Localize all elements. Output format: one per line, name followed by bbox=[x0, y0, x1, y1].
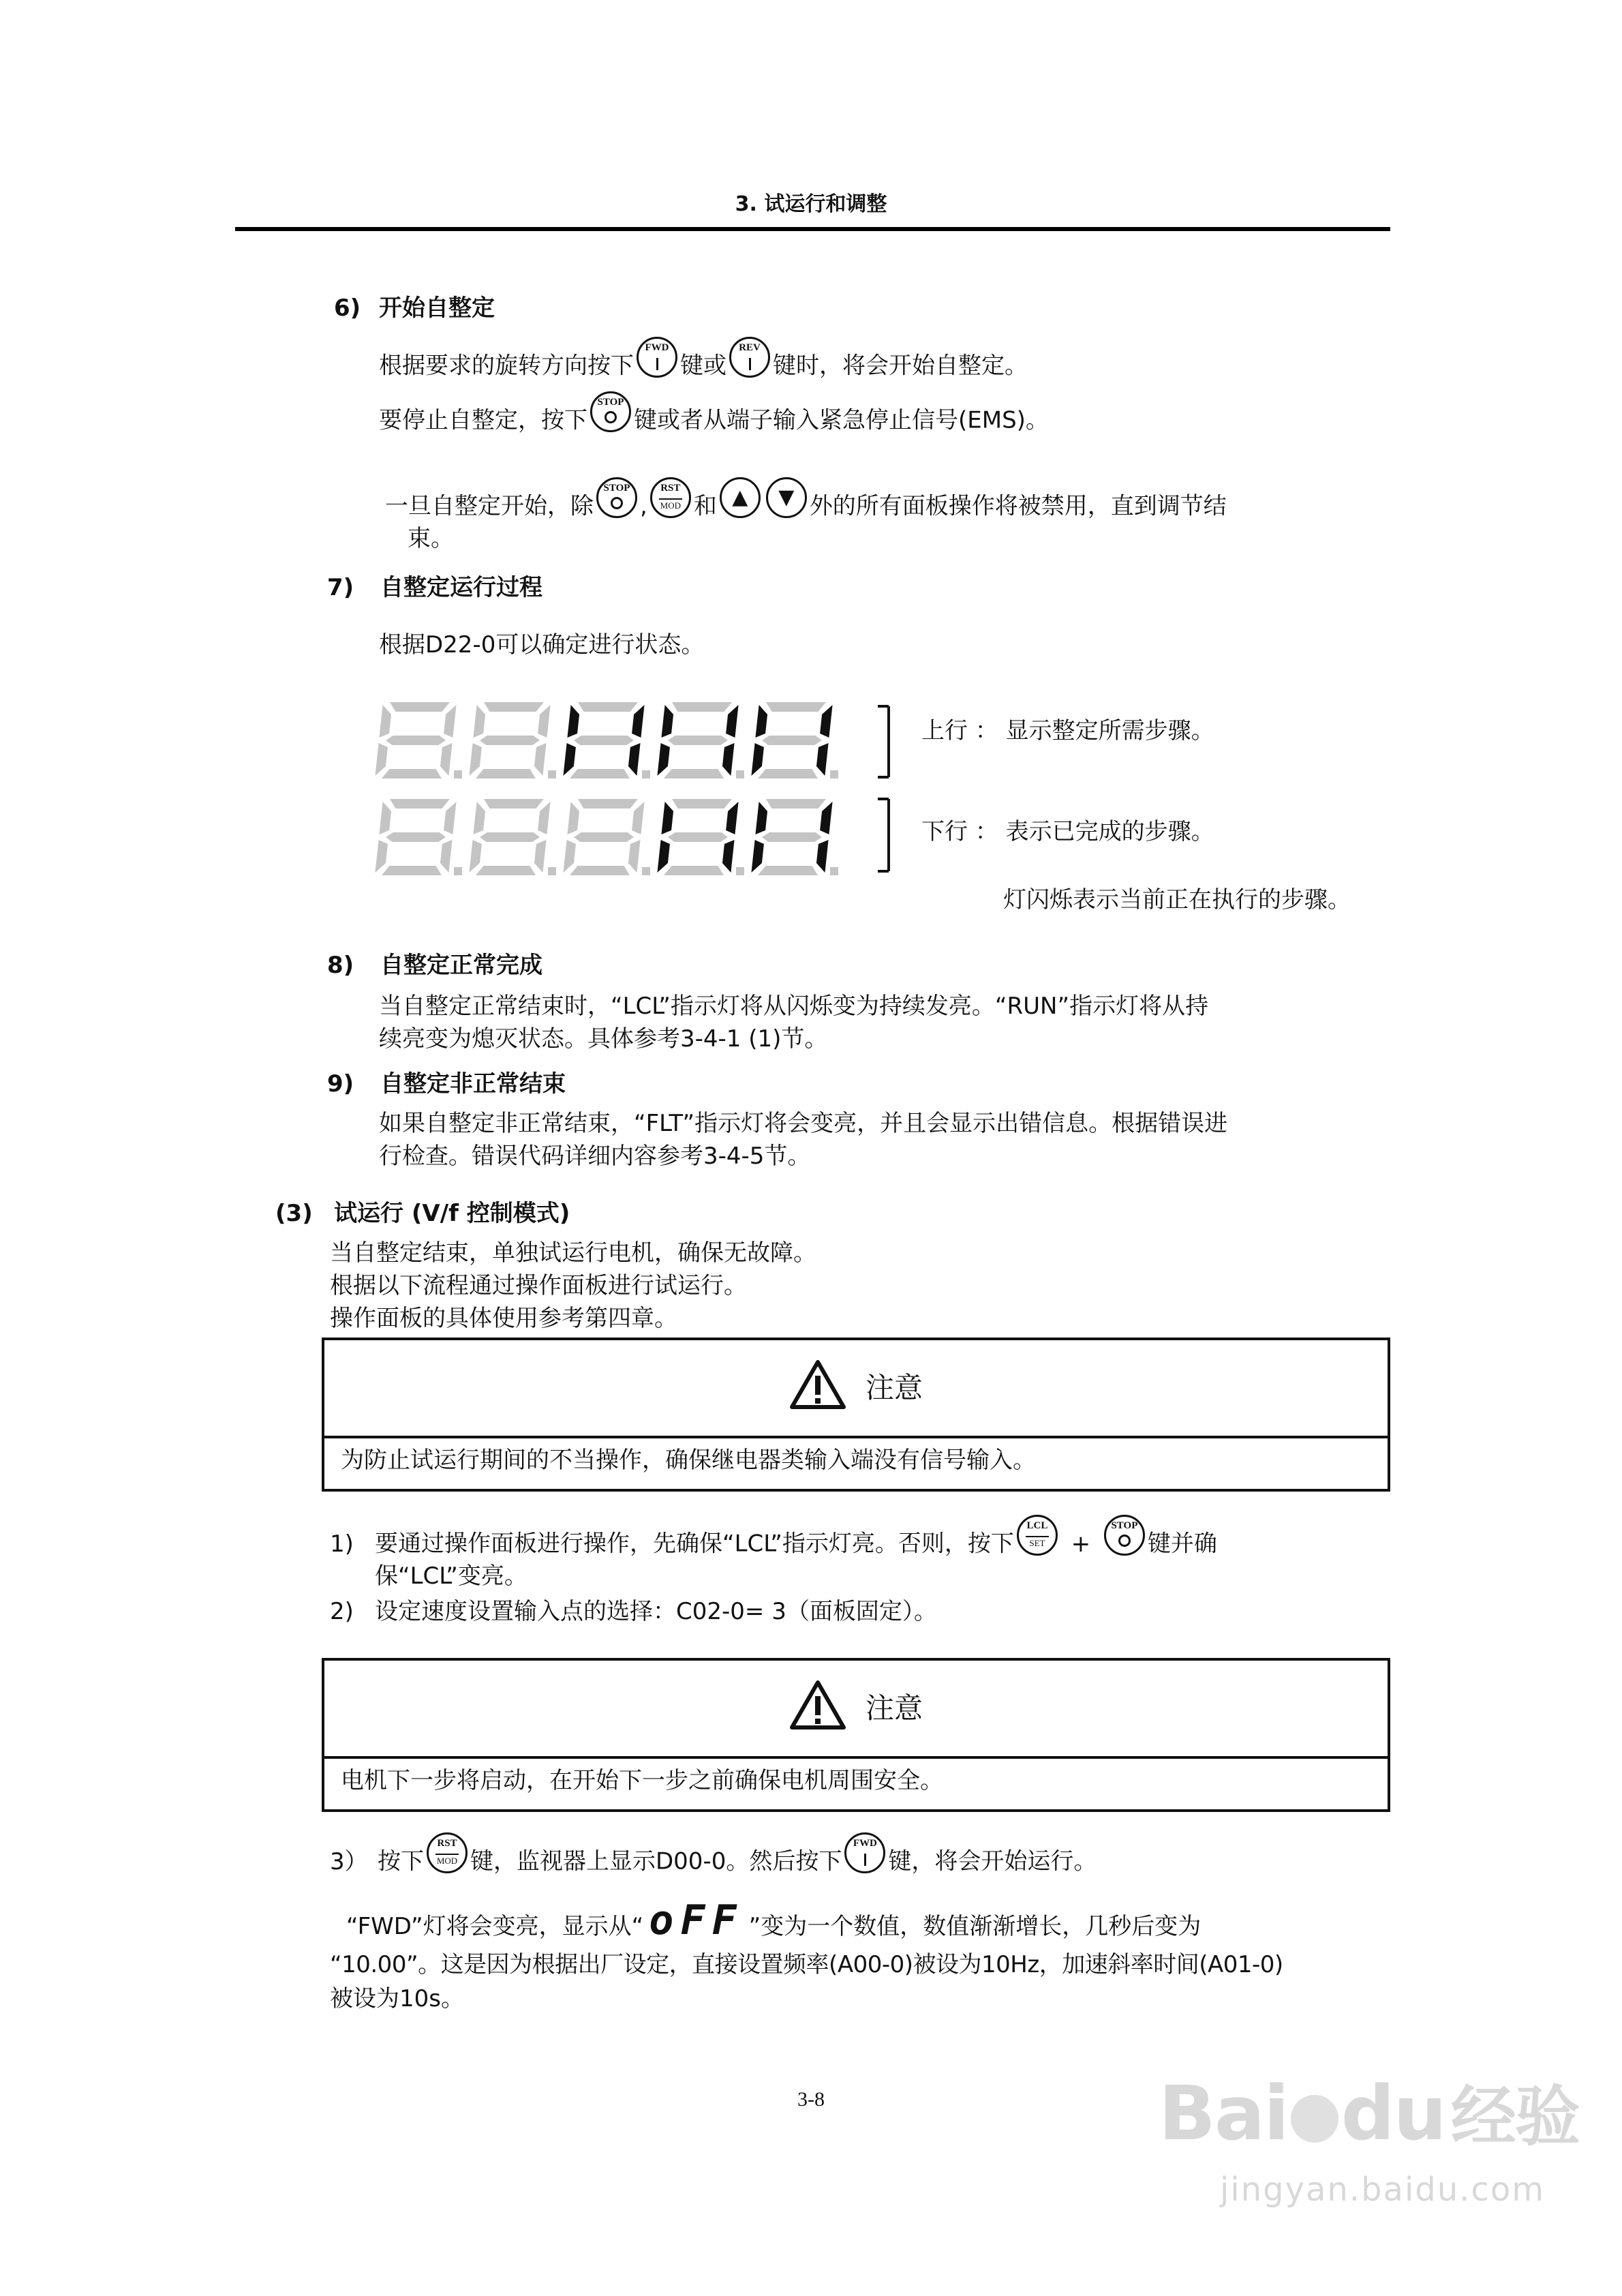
segment-f-lit bbox=[755, 802, 767, 834]
fwd-paragraph-line-1 bbox=[346, 1897, 1403, 1944]
segment-b-lit bbox=[820, 705, 833, 738]
segment-c-lit bbox=[722, 743, 735, 776]
rst-mod-key-icon bbox=[650, 477, 691, 518]
key-label: FWD bbox=[853, 1838, 877, 1849]
segment-g-dim bbox=[668, 736, 728, 745]
segment-b-dim bbox=[538, 802, 551, 834]
notice-2-body: 电机下一步将启动，在开始下一步之前确保电机周围安全。 bbox=[341, 1767, 943, 1794]
segment-g-dim bbox=[480, 736, 540, 745]
segment-c-lit bbox=[628, 743, 641, 776]
segment-e-lit bbox=[751, 840, 764, 873]
section-8-number: 8) bbox=[327, 952, 354, 979]
text-segment: 一旦自整定开始，除 bbox=[385, 492, 594, 520]
segment-a-dim bbox=[484, 702, 544, 712]
section-9-body-2: 行检查。错误代码详细内容参考3-4-5节。 bbox=[379, 1143, 811, 1170]
decimal-point-dim bbox=[830, 770, 838, 779]
segment-a-dim bbox=[766, 702, 826, 712]
segment-c-lit bbox=[816, 840, 829, 873]
decimal-point-dim bbox=[548, 867, 556, 875]
segment-e-dim bbox=[375, 743, 388, 776]
fwd-paragraph-line-2: “10.00”。这是因为根据出厂设定，直接设置频率(A00-0)被设为10Hz，加速斜率时间(A01-0) bbox=[330, 1951, 1283, 1978]
baidu-watermark-logo bbox=[1159, 2072, 1579, 2158]
segment-f-dim bbox=[473, 705, 485, 738]
watermark-url: jingyan.baidu.com bbox=[1220, 2171, 1545, 2209]
section-7-number: 7) bbox=[327, 574, 354, 601]
segment-a-dim bbox=[390, 702, 450, 712]
watermark-brand-2: du bbox=[1341, 2070, 1445, 2157]
warning-icon bbox=[789, 1680, 846, 1730]
text-segment: 键或 bbox=[680, 352, 726, 380]
fwd-key-icon bbox=[844, 1832, 885, 1873]
key-label: SET bbox=[1029, 1538, 1045, 1548]
text-segment: 根据要求的旋转方向按下 bbox=[379, 352, 634, 380]
segment-b-dim bbox=[444, 802, 457, 834]
notice-1-title: 注意 bbox=[865, 1371, 923, 1404]
key-label: REV bbox=[739, 342, 761, 353]
step-1-line-2: 保“LCL”变亮。 bbox=[375, 1562, 527, 1590]
notice-2-header bbox=[324, 1661, 1388, 1756]
segment-f-dim bbox=[379, 802, 391, 834]
section-9-number: 9) bbox=[327, 1070, 354, 1098]
text-segment: 要通过操作面板进行操作，先确保“LCL”指示灯亮。否则，按下 bbox=[375, 1530, 1014, 1558]
text-segment: 要停止自整定，按下 bbox=[379, 406, 587, 434]
rev-key-icon bbox=[729, 337, 770, 378]
segment-g-dim bbox=[668, 832, 728, 842]
decimal-point-dim bbox=[454, 867, 462, 875]
segment-g-dim bbox=[574, 832, 634, 842]
text-segment: 外的所有面板操作将被禁用，直到调节结 bbox=[809, 492, 1227, 520]
section-8-title: 自整定正常完成 bbox=[380, 952, 542, 979]
seven-segment-display bbox=[368, 697, 906, 901]
segment-a-dim bbox=[578, 702, 638, 712]
key-label: STOP bbox=[1111, 1520, 1138, 1531]
segment-f-lit bbox=[567, 705, 579, 738]
key-label: ▲ bbox=[732, 485, 748, 509]
segment-b-lit bbox=[632, 705, 645, 738]
section-7-title: 自整定运行过程 bbox=[380, 574, 542, 601]
text-segment: 键，将会开始运行。 bbox=[888, 1847, 1097, 1875]
key-label: STOP bbox=[597, 397, 624, 408]
segment-f-lit bbox=[661, 705, 673, 738]
text-segment: 键或者从端子输入紧急停止信号(EMS)。 bbox=[634, 406, 1049, 434]
fwd-key-icon bbox=[637, 337, 677, 378]
notice-2-divider bbox=[324, 1756, 1388, 1759]
page-number: 3-8 bbox=[797, 2088, 825, 2111]
section-9-title: 自整定非正常结束 bbox=[380, 1070, 566, 1098]
key-label: ▼ bbox=[778, 485, 795, 509]
step-2 bbox=[330, 1595, 937, 1629]
section-6-line-1 bbox=[379, 342, 1028, 387]
segment-a-dim bbox=[766, 799, 826, 809]
notice-box-1 bbox=[322, 1338, 1390, 1492]
step-3-line bbox=[330, 1838, 1097, 1883]
segment-e-lit bbox=[657, 743, 670, 776]
section-3-title: 试运行 (V/f 控制模式) bbox=[334, 1200, 570, 1227]
segment-g-dim bbox=[386, 736, 446, 745]
text-segment: 键并确 bbox=[1147, 1530, 1217, 1558]
segment-d-dim bbox=[570, 866, 630, 875]
decimal-point-dim bbox=[736, 770, 744, 779]
segment-b-dim bbox=[444, 705, 457, 738]
segment-f-lit bbox=[661, 802, 673, 834]
notice-1-body: 为防止试运行期间的不当操作，确保继电器类输入端没有信号输入。 bbox=[341, 1447, 1036, 1474]
segment-f-dim bbox=[379, 705, 391, 738]
text-segment: 按下 bbox=[378, 1847, 424, 1875]
paw-icon bbox=[1291, 2095, 1338, 2143]
decimal-point-dim bbox=[642, 770, 650, 779]
segment-b-lit bbox=[726, 802, 739, 834]
segment-e-lit bbox=[657, 840, 670, 873]
key-label: LCL bbox=[1026, 1520, 1048, 1531]
stop-key-icon bbox=[1104, 1515, 1145, 1556]
segment-c-dim bbox=[440, 840, 453, 873]
segment-c-lit bbox=[722, 840, 735, 873]
stop-key-icon bbox=[596, 477, 637, 518]
segment-b-dim bbox=[538, 705, 551, 738]
segment-d-dim bbox=[382, 769, 442, 779]
section-8-body-1: 当自整定正常结束时，“LCL”指示灯将从闪烁变为持续发亮。“RUN”指示灯将从持 bbox=[379, 993, 1209, 1020]
section-3-line-2: 根据以下流程通过操作面板进行试运行。 bbox=[330, 1272, 747, 1299]
notice-1-divider bbox=[324, 1436, 1388, 1438]
segment-f-dim bbox=[567, 802, 579, 834]
segment-c-dim bbox=[440, 743, 453, 776]
section-6-line-3-cont: 束。 bbox=[408, 525, 454, 552]
segment-c-lit bbox=[816, 743, 829, 776]
seven-segment-digits bbox=[375, 702, 838, 875]
off-segment-display: oFF bbox=[649, 1897, 744, 1944]
text-segment: 键时，将会开始自整定。 bbox=[773, 352, 1028, 380]
segment-a-dim bbox=[390, 799, 450, 809]
section-9-body-1: 如果自整定非正常结束，“FLT”指示灯将会变亮，并且会显示出错信息。根据错误进 bbox=[379, 1110, 1228, 1137]
down-arrow-key-icon bbox=[766, 477, 807, 518]
segment-c-dim bbox=[628, 840, 641, 873]
watermark-brand-3: 经验 bbox=[1450, 2079, 1579, 2155]
segment-b-lit bbox=[820, 802, 833, 834]
warning-icon bbox=[789, 1359, 846, 1410]
section-7-intro: 根据D22-0可以确定进行状态。 bbox=[379, 631, 705, 659]
decimal-point-dim bbox=[548, 770, 556, 779]
decimal-point-dim bbox=[736, 867, 744, 875]
lower-row-label: 下行 ： 表示已完成的步骤。 bbox=[921, 818, 1214, 845]
watermark-brand: Bai bbox=[1159, 2070, 1288, 2157]
notice-1-header bbox=[324, 1340, 1388, 1436]
text-segment: ”变为一个数值，数值渐渐增长，几秒后变为 bbox=[748, 1913, 1202, 1940]
notice-2-title: 注意 bbox=[865, 1691, 923, 1725]
segment-e-dim bbox=[375, 840, 388, 873]
segment-d-dim bbox=[664, 866, 724, 875]
up-arrow-key-icon bbox=[720, 477, 761, 518]
segment-d-dim bbox=[758, 866, 818, 875]
step-3-number: 3） bbox=[330, 1847, 368, 1875]
segment-g-dim bbox=[762, 832, 822, 842]
segment-b-dim bbox=[632, 802, 645, 834]
segment-e-dim bbox=[469, 743, 482, 776]
fwd-paragraph-line-3: 被设为10s。 bbox=[330, 1985, 464, 2012]
segment-c-dim bbox=[534, 840, 547, 873]
section-7-heading bbox=[327, 571, 542, 605]
key-label: FWD bbox=[645, 342, 669, 353]
key-label: STOP bbox=[603, 483, 630, 494]
segment-d-dim bbox=[476, 866, 536, 875]
section-6-number: 6) bbox=[334, 294, 361, 322]
notice-box-2 bbox=[322, 1658, 1390, 1812]
step-2-number: 2) bbox=[330, 1598, 354, 1625]
segment-a-dim bbox=[672, 799, 732, 809]
key-label: RST bbox=[660, 483, 681, 494]
section-8-heading bbox=[327, 949, 542, 982]
step-1-number: 1) bbox=[330, 1530, 354, 1558]
segment-g-dim bbox=[762, 736, 822, 745]
section-6-line-2 bbox=[379, 397, 1049, 442]
segment-f-dim bbox=[473, 802, 485, 834]
section-8-body-2: 续亮变为熄灭状态。具体参考3-4-1 (1)节。 bbox=[379, 1025, 828, 1053]
upper-row-label: 上行 ： 显示整定所需步骤。 bbox=[921, 717, 1214, 744]
plus-sign: + bbox=[1071, 1530, 1091, 1558]
segment-d-dim bbox=[476, 769, 536, 779]
segment-e-lit bbox=[563, 743, 576, 776]
segment-f-lit bbox=[755, 705, 767, 738]
rst-mod-key-icon bbox=[427, 1832, 468, 1873]
segment-c-dim bbox=[534, 743, 547, 776]
section-6-heading bbox=[334, 292, 495, 325]
step-1-line-1 bbox=[330, 1520, 1217, 1565]
segment-d-dim bbox=[664, 769, 724, 779]
segment-a-dim bbox=[672, 702, 732, 712]
decimal-point-dim bbox=[642, 867, 650, 875]
section-3-heading bbox=[275, 1197, 570, 1230]
segment-g-dim bbox=[386, 832, 446, 842]
header-rule bbox=[235, 227, 1390, 231]
lcl-set-key-icon bbox=[1017, 1515, 1058, 1556]
segment-e-dim bbox=[563, 840, 576, 873]
step-2-text: 设定速度设置输入点的选择：C02-0= 3（面板固定）。 bbox=[375, 1598, 937, 1625]
text-segment: , bbox=[640, 492, 647, 520]
section-9-heading bbox=[327, 1068, 566, 1101]
blink-note: 灯闪烁表示当前正在执行的步骤。 bbox=[1003, 886, 1351, 913]
text-segment: “FWD”灯将会变亮，显示从“ bbox=[346, 1913, 644, 1940]
segment-e-lit bbox=[751, 743, 764, 776]
section-6-title: 开始自整定 bbox=[379, 294, 495, 322]
stop-key-icon bbox=[590, 391, 631, 432]
text-segment: 键，监视器上显示D00-0。然后按下 bbox=[470, 1847, 842, 1875]
segment-e-dim bbox=[469, 840, 482, 873]
segment-g-dim bbox=[480, 832, 540, 842]
key-label: RST bbox=[437, 1838, 457, 1849]
page-header-title: 3. 试运行和调整 bbox=[735, 192, 887, 216]
segment-d-dim bbox=[382, 866, 442, 875]
segment-g-dim bbox=[574, 736, 634, 745]
segment-d-dim bbox=[758, 769, 818, 779]
section-3-line-3: 操作面板的具体使用参考第四章。 bbox=[330, 1305, 677, 1332]
key-label: MOD bbox=[436, 1856, 458, 1866]
key-label: MOD bbox=[660, 500, 681, 511]
section-3-line-1: 当自整定结束，单独试运行电机，确保无故障。 bbox=[330, 1239, 816, 1267]
segment-a-dim bbox=[484, 799, 544, 809]
segment-d-dim bbox=[570, 769, 630, 779]
segment-b-lit bbox=[726, 705, 739, 738]
segment-a-dim bbox=[578, 799, 638, 809]
text-segment: 和 bbox=[693, 492, 717, 520]
section-6-line-3 bbox=[385, 483, 1227, 528]
section-3-number: (3) bbox=[275, 1200, 313, 1227]
decimal-point-dim bbox=[454, 770, 462, 779]
decimal-point-dim bbox=[830, 867, 838, 875]
